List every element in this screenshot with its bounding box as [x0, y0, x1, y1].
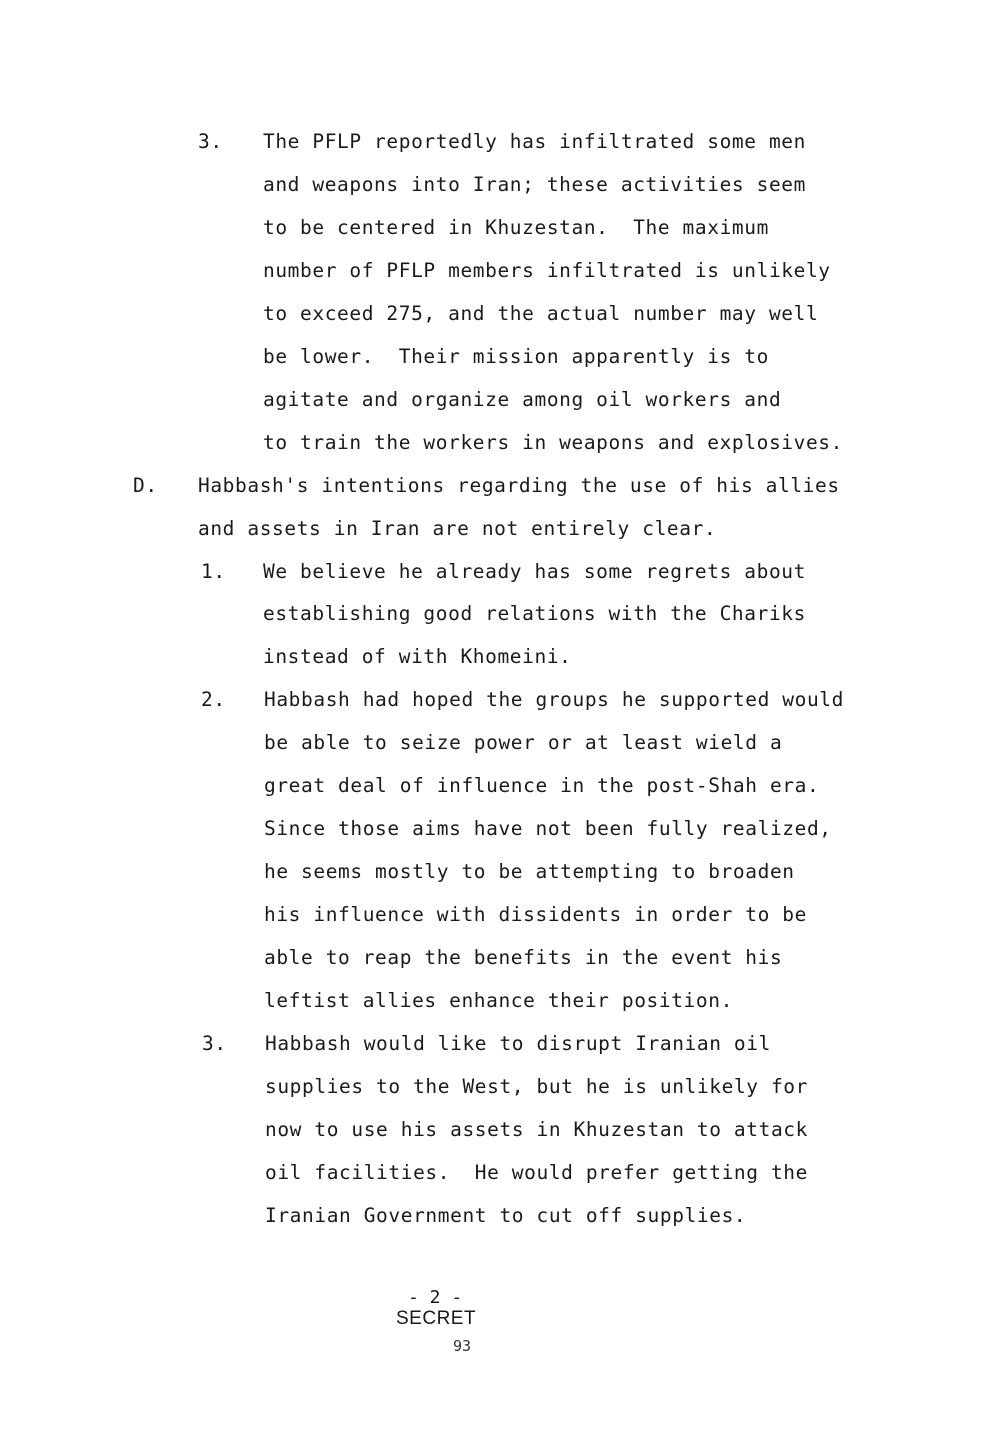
item-label: 3.	[202, 1032, 227, 1055]
text-line: be able to seize power or at least wield a	[264, 731, 783, 754]
text-line: oil facilities. He would prefer getting the	[265, 1161, 808, 1184]
classification-marking: SECRET	[396, 1308, 477, 1329]
text-line: his influence with dissidents in order to be	[264, 903, 807, 926]
text-line: The PFLP reportedly has infiltrated some men	[263, 130, 806, 153]
text-line: Habbash would like to disrupt Iranian oil	[265, 1032, 771, 1055]
text-line: now to use his assets in Khuzestan to attack	[265, 1118, 808, 1141]
section-label: D.	[133, 474, 158, 497]
item-label: 1.	[201, 560, 226, 583]
page-number: - 2 -	[408, 1287, 463, 1308]
text-line: able to reap the benefits in the event his	[264, 946, 783, 969]
text-line: and weapons into Iran; these activities seem	[263, 173, 806, 196]
document-number: 93	[453, 1337, 472, 1355]
item-label: 2.	[201, 688, 226, 711]
text-line: number of PFLP members infiltrated is unlikely	[263, 259, 831, 282]
text-line: to train the workers in weapons and explosives.	[263, 431, 843, 454]
text-line: great deal of influence in the post-Shah era.	[264, 774, 820, 797]
text-line: Since those aims have not been fully realized,	[264, 817, 832, 840]
text-line: be lower. Their mission apparently is to	[263, 345, 769, 368]
text-line: Iranian Government to cut off supplies.	[265, 1204, 747, 1227]
text-line: We believe he already has some regrets about	[263, 560, 806, 583]
text-line: to be centered in Khuzestan. The maximum	[263, 216, 769, 239]
item-label: 3.	[198, 130, 223, 153]
text-line: agitate and organize among oil workers and	[263, 388, 782, 411]
text-line: and assets in Iran are not entirely clear.	[198, 517, 717, 540]
text-line: Habbash's intentions regarding the use of his allies	[198, 474, 840, 497]
text-line: Habbash had hoped the groups he supported would	[264, 688, 844, 711]
text-line: supplies to the West, but he is unlikely for	[265, 1075, 808, 1098]
text-line: leftist allies enhance their position.	[264, 989, 733, 1012]
text-line: to exceed 275, and the actual number may well	[263, 302, 819, 325]
text-line: establishing good relations with the Chariks	[263, 602, 806, 625]
text-line: instead of with Khomeini.	[263, 645, 572, 668]
text-line: he seems mostly to be attempting to broaden	[264, 860, 795, 883]
